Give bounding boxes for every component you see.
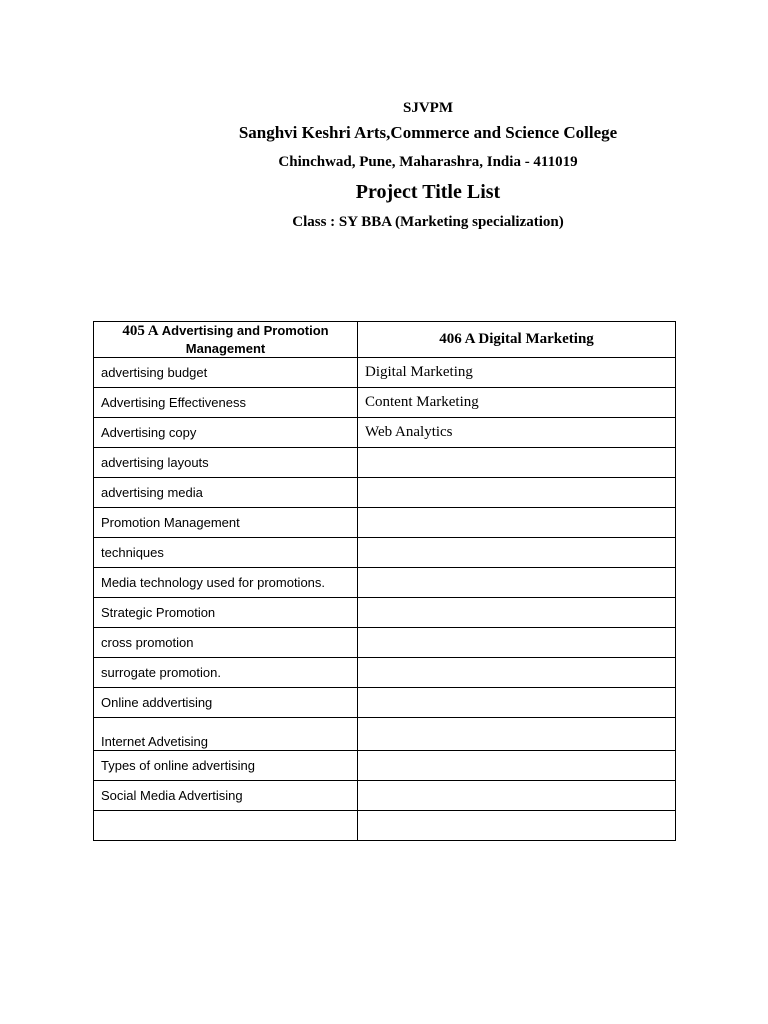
digital-marketing-topic	[358, 718, 676, 751]
table-row	[94, 568, 676, 598]
table-row	[94, 478, 676, 508]
table-row	[94, 418, 676, 448]
advertising-topic: advertising budget	[94, 358, 358, 388]
table-row	[94, 658, 676, 688]
table-row	[94, 388, 676, 418]
table-row	[94, 811, 676, 841]
advertising-topic: advertising layouts	[94, 448, 358, 478]
table-row	[94, 781, 676, 811]
project-title-table	[93, 321, 676, 841]
advertising-topic: Media technology used for promotions.	[94, 568, 358, 598]
digital-marketing-topic: Content Marketing	[358, 388, 676, 418]
advertising-topic: Online addvertising	[94, 688, 358, 718]
column-header-digital-marketing: 406 A Digital Marketing	[358, 322, 676, 358]
table-header-row	[94, 322, 676, 358]
college-address: Chinchwad, Pune, Maharashra, India - 411019	[278, 154, 578, 170]
digital-marketing-topic	[358, 658, 676, 688]
digital-marketing-topic	[358, 478, 676, 508]
digital-marketing-topic	[358, 568, 676, 598]
digital-marketing-topic: Web Analytics	[358, 418, 676, 448]
advertising-topic: advertising media	[94, 478, 358, 508]
digital-marketing-topic	[358, 688, 676, 718]
advertising-topic: Social Media Advertising	[94, 781, 358, 811]
digital-marketing-topic	[358, 751, 676, 781]
digital-marketing-topic: Digital Marketing	[358, 358, 676, 388]
column-header-subject: Advertising and Promotion Management	[161, 323, 329, 356]
digital-marketing-topic	[358, 538, 676, 568]
digital-marketing-topic	[358, 811, 676, 841]
organization-name: SJVPM	[403, 100, 453, 116]
advertising-topic: surrogate promotion.	[94, 658, 358, 688]
class-line: Class : SY BBA (Marketing specialization)	[292, 214, 564, 230]
table-row	[94, 628, 676, 658]
digital-marketing-topic	[358, 508, 676, 538]
table-row	[94, 718, 676, 751]
digital-marketing-topic	[358, 448, 676, 478]
advertising-topic: Types of online advertising	[94, 751, 358, 781]
table-row	[94, 598, 676, 628]
table-row	[94, 538, 676, 568]
advertising-topic: techniques	[94, 538, 358, 568]
table-row	[94, 751, 676, 781]
advertising-topic: Strategic Promotion	[94, 598, 358, 628]
page-title: Project Title List	[355, 181, 501, 203]
advertising-topic: Advertising copy	[94, 418, 358, 448]
table-row	[94, 358, 676, 388]
column-header-code: 405 A	[122, 323, 159, 339]
table-row	[94, 688, 676, 718]
table-row	[94, 508, 676, 538]
table-row	[94, 448, 676, 478]
digital-marketing-topic	[358, 781, 676, 811]
advertising-topic: Promotion Management	[94, 508, 358, 538]
digital-marketing-topic	[358, 628, 676, 658]
advertising-topic: cross promotion	[94, 628, 358, 658]
advertising-topic	[94, 811, 358, 841]
advertising-topic: Internet Advetising	[94, 718, 358, 751]
college-name: Sanghvi Keshri Arts,Commerce and Science College	[238, 123, 618, 142]
advertising-topic: Advertising Effectiveness	[94, 388, 358, 418]
digital-marketing-topic	[358, 598, 676, 628]
column-header-advertising	[94, 322, 358, 358]
